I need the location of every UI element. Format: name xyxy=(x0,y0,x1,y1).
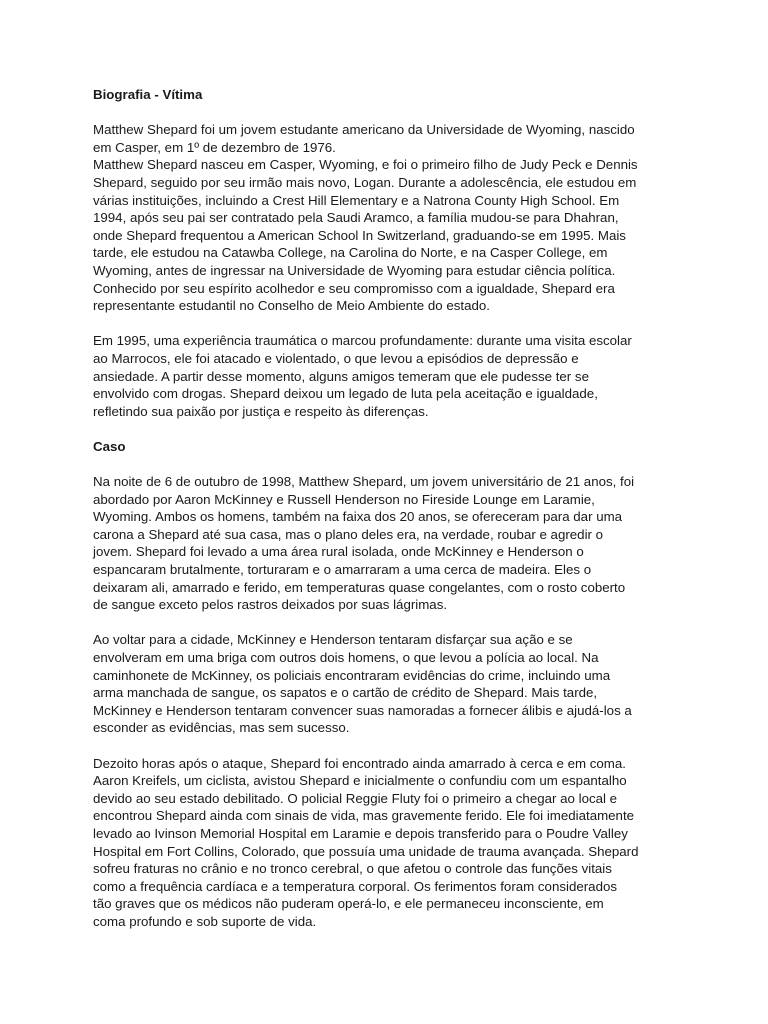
paragraph xyxy=(93,631,693,737)
text-line: Na noite de 6 de outubro de 1998, Matthew Shepard, um jovem universitário de 21 anos, foi xyxy=(93,474,635,490)
case-section-body xyxy=(93,473,693,948)
text-line: caminhonete de McKinney, os policiais encontraram evidências do crime, incluindo uma xyxy=(93,667,611,683)
text-line: devido ao seu estado debilitado. O policial Reggie Fluty foi o primeiro a chegar ao local e xyxy=(93,790,618,806)
document-page xyxy=(93,86,693,948)
text-line: ansiedade. A partir desse momento, alguns amigos temeram que ele pudesse ter se xyxy=(93,368,589,384)
section-heading-victim: Biografia - Vítima xyxy=(93,87,203,102)
text-line: arma manchada de sangue, os sapatos e o cartão de crédito de Shepard. Mais tarde, xyxy=(93,685,598,701)
section-heading-case: Caso xyxy=(93,438,126,454)
text-line: Wyoming, antes de ingressar na Universidade de Wyoming para estudar ciência política. xyxy=(93,262,616,278)
text-line: carona a Shepard até sua casa, mas o plano deles era, na verdade, roubar e agredir o xyxy=(93,526,604,542)
text-line: representante estudantil no Conselho de Meio Ambiente do estado. xyxy=(93,298,490,314)
text-line: Hospital em Fort Collins, Colorado, que possuía uma unidade de trauma avançada. Shepard xyxy=(93,843,639,859)
text-line: Shepard, seguido por seu irmão mais novo, Logan. Durante a adolescência, ele estudou em xyxy=(93,174,637,190)
text-line: abordado por Aaron McKinney e Russell Henderson no Fireside Lounge em Laramie, xyxy=(93,491,595,507)
text-line: deixaram ali, amarrado e ferido, em temperaturas quase congelantes, com o rosto coberto xyxy=(93,579,626,595)
text-line: Matthew Shepard nasceu em Casper, Wyoming, e foi o primeiro filho de Judy Peck e Dennis xyxy=(93,157,638,173)
text-line: levado ao Ivinson Memorial Hospital em Laramie e depois transferido para o Poudre Valley xyxy=(93,825,628,841)
text-line: 1994, após seu pai ser contratado pela Saudi Aramco, a família mudou-se para Dhahran, xyxy=(93,210,619,226)
text-line: jovem. Shepard foi levado a uma área rural isolada, onde McKinney e Henderson o xyxy=(93,544,584,560)
text-line: em Casper, em 1º de dezembro de 1976. xyxy=(93,139,336,155)
text-line: Ao voltar para a cidade, McKinney e Henderson tentaram disfarçar sua ação e se xyxy=(93,632,573,648)
text-line: espancaram brutalmente, torturaram e o amarraram a uma cerca de madeira. Eles o xyxy=(93,562,592,578)
text-line: tarde, ele estudou na Catawba College, na Carolina do Norte, e na Casper College, em xyxy=(93,245,608,261)
paragraph xyxy=(93,473,693,614)
text-line: encontrou Shepard ainda com sinais de vida, mas gravemente ferido. Ele foi imediatamente xyxy=(93,808,635,824)
text-line: Aaron Kreifels, um ciclista, avistou Shepard e inicialmente o confundiu com um espantalho xyxy=(93,773,627,789)
text-line: sofreu fraturas no crânio e no tronco cerebral, o que afetou o controle das funções vitais xyxy=(93,861,612,877)
text-line: envolveram em uma briga com outros dois homens, o que levou a polícia ao local. Na xyxy=(93,650,599,665)
victim-section-body xyxy=(93,121,693,438)
text-line: tão graves que os médicos não puderam operá-lo, e ele permaneceu inconsciente, em xyxy=(93,896,604,912)
text-line: várias instituições, incluindo a Crest Hill Elementary e a Natrona County High School. Em xyxy=(93,192,620,208)
text-line: Conhecido por seu espírito acolhedor e seu compromisso com a igualdade, Shepard era xyxy=(93,280,615,296)
text-line: refletindo sua paixão por justiça e respeito às diferenças. xyxy=(93,403,429,419)
text-line: Wyoming. Ambos os homens, também na faixa dos 20 anos, se ofereceram para dar uma xyxy=(93,509,623,525)
text-line: coma profundo e sob suporte de vida. xyxy=(93,913,317,929)
text-line: Dezoito horas após o ataque, Shepard foi encontrado ainda amarrado à cerca e em coma. xyxy=(93,755,626,771)
text-line: de sangue exceto pelos rastros deixados por suas lágrimas. xyxy=(93,597,448,613)
text-line: como a frequência cardíaca e a temperatura corporal. Os ferimentos foram considerados xyxy=(93,878,618,894)
paragraph xyxy=(93,121,693,315)
text-line: esconder as evidências, mas sem sucesso. xyxy=(93,720,350,736)
text-line: Matthew Shepard foi um jovem estudante americano da Universidade de Wyoming, nascido xyxy=(93,122,635,138)
text-line: McKinney e Henderson tentaram convencer suas namoradas a fornecer álibis e ajudá-los a xyxy=(93,702,632,718)
text-line: Em 1995, uma experiência traumática o marcou profundamente: durante uma visita escolar xyxy=(93,333,632,349)
text-line: ao Marrocos, ele foi atacado e violentado, o que levou a episódios de depressão e xyxy=(93,350,579,366)
paragraph xyxy=(93,755,693,931)
text-line: envolvido com drogas. Shepard deixou um legado de luta pela aceitação e igualdade, xyxy=(93,386,598,402)
paragraph xyxy=(93,332,693,420)
text-line: onde Shepard frequentou a American School In Switzerland, graduando-se em 1995. Mais xyxy=(93,227,626,243)
